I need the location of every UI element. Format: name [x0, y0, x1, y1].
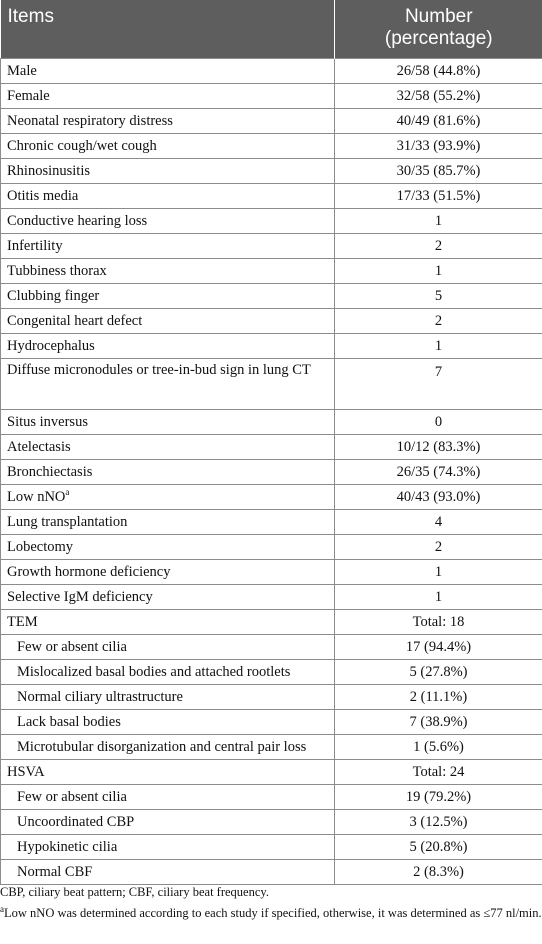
row-value: 32/58 (55.2%) — [335, 83, 542, 108]
footnote-a-text: Low nNO was determined according to each study if specified, otherwise, it was determined as ≤77 nl/min. — [4, 906, 542, 920]
row-value: 17/33 (51.5%) — [335, 183, 542, 208]
row-value: 40/43 (93.0%) — [335, 484, 542, 509]
table-row — [1, 634, 542, 659]
row-label: Microtubular disorganization and central pair loss — [1, 734, 335, 759]
header-number — [335, 0, 542, 58]
row-value: 4 — [335, 509, 542, 534]
row-value: 1 — [335, 208, 542, 233]
row-label: Lung transplantation — [1, 509, 335, 534]
table-row — [1, 434, 542, 459]
table-row — [1, 308, 542, 333]
table-row — [1, 133, 542, 158]
table-row — [1, 609, 542, 634]
row-value: 5 (27.8%) — [335, 659, 542, 684]
header-items: Items — [1, 0, 335, 58]
footnote-a — [0, 905, 542, 922]
row-label: HSVA — [1, 759, 335, 784]
table-row — [1, 734, 542, 759]
row-value: 7 (38.9%) — [335, 709, 542, 734]
table-row — [1, 784, 542, 809]
table-row — [1, 283, 542, 308]
row-label: Situs inversus — [1, 409, 335, 434]
table-row — [1, 158, 542, 183]
row-label: Few or absent cilia — [1, 784, 335, 809]
table-row — [1, 659, 542, 684]
table-row — [1, 358, 542, 409]
row-value: 0 — [335, 409, 542, 434]
row-label: Clubbing finger — [1, 283, 335, 308]
row-value: 2 (11.1%) — [335, 684, 542, 709]
row-value: 26/35 (74.3%) — [335, 459, 542, 484]
footnote-abbreviations: CBP, ciliary beat pattern; CBF, ciliary beat frequency. — [0, 885, 269, 899]
row-value: 2 — [335, 308, 542, 333]
row-value: 40/49 (81.6%) — [335, 108, 542, 133]
row-value: 10/12 (83.3%) — [335, 434, 542, 459]
row-label: Otitis media — [1, 183, 335, 208]
row-label: Congenital heart defect — [1, 308, 335, 333]
row-value: 1 — [335, 559, 542, 584]
row-value: 31/33 (93.9%) — [335, 133, 542, 158]
table-row — [1, 759, 542, 784]
row-value: 5 (20.8%) — [335, 834, 542, 859]
row-value: 2 — [335, 233, 542, 258]
table-row — [1, 559, 542, 584]
row-label: TEM — [1, 609, 335, 634]
row-value: 1 — [335, 258, 542, 283]
row-label: Male — [1, 58, 335, 83]
table-row — [1, 333, 542, 358]
row-value: 1 — [335, 333, 542, 358]
row-label-text: Low nNO — [7, 488, 66, 505]
row-label: Bronchiectasis — [1, 459, 335, 484]
row-value: 2 — [335, 534, 542, 559]
table-row — [1, 233, 542, 258]
row-label: Atelectasis — [1, 434, 335, 459]
row-label: Rhinosinusitis — [1, 158, 335, 183]
row-label: Chronic cough/wet cough — [1, 133, 335, 158]
row-value: Total: 18 — [335, 609, 542, 634]
table-row — [1, 459, 542, 484]
row-label: Diffuse micronodules or tree-in-bud sign in lung CT — [1, 358, 335, 409]
row-label: Lobectomy — [1, 534, 335, 559]
table-row — [1, 258, 542, 283]
row-label: Hypokinetic cilia — [1, 834, 335, 859]
row-label: Selective IgM deficiency — [1, 584, 335, 609]
footnote-marker: a — [65, 486, 70, 497]
footnote-a-marker: a — [0, 903, 4, 914]
row-label: Conductive hearing loss — [1, 208, 335, 233]
table-row — [1, 108, 542, 133]
row-value: 17 (94.4%) — [335, 634, 542, 659]
row-value: 1 (5.6%) — [335, 734, 542, 759]
table-row — [1, 183, 542, 208]
table-row — [1, 584, 542, 609]
row-value: 2 (8.3%) — [335, 859, 542, 884]
row-label: Tubbiness thorax — [1, 258, 335, 283]
row-label: Hydrocephalus — [1, 333, 335, 358]
row-label: Few or absent cilia — [1, 634, 335, 659]
table-row — [1, 534, 542, 559]
row-label: Neonatal respiratory distress — [1, 108, 335, 133]
row-value: 7 — [335, 358, 542, 409]
table-row — [1, 834, 542, 859]
row-value: 26/58 (44.8%) — [335, 58, 542, 83]
row-label: Mislocalized basal bodies and attached rootlets — [1, 659, 335, 684]
header-number-line1: Number — [404, 6, 473, 27]
row-label: Infertility — [1, 233, 335, 258]
row-value: 19 (79.2%) — [335, 784, 542, 809]
table-row — [1, 484, 542, 509]
row-value: 30/35 (85.7%) — [335, 158, 542, 183]
row-value: 3 (12.5%) — [335, 809, 542, 834]
table-row — [1, 83, 542, 108]
table-row — [1, 509, 542, 534]
row-value: Total: 24 — [335, 759, 542, 784]
row-value: 1 — [335, 584, 542, 609]
table-row — [1, 208, 542, 233]
table-row — [1, 709, 542, 734]
row-label: Growth hormone deficiency — [1, 559, 335, 584]
header-number-line2: (percentage) — [384, 28, 493, 49]
row-label: Uncoordinated CBP — [1, 809, 335, 834]
table-row — [1, 809, 542, 834]
table-footnotes — [0, 884, 542, 922]
row-value: 5 — [335, 283, 542, 308]
table-row — [1, 684, 542, 709]
row-label: Female — [1, 83, 335, 108]
table-row — [1, 58, 542, 83]
row-label: Normal CBF — [1, 859, 335, 884]
table-header-row — [1, 0, 542, 58]
row-label — [1, 484, 335, 509]
row-label: Normal ciliary ultrastructure — [1, 684, 335, 709]
table-row — [1, 409, 542, 434]
table-row — [1, 859, 542, 884]
row-label: Lack basal bodies — [1, 709, 335, 734]
